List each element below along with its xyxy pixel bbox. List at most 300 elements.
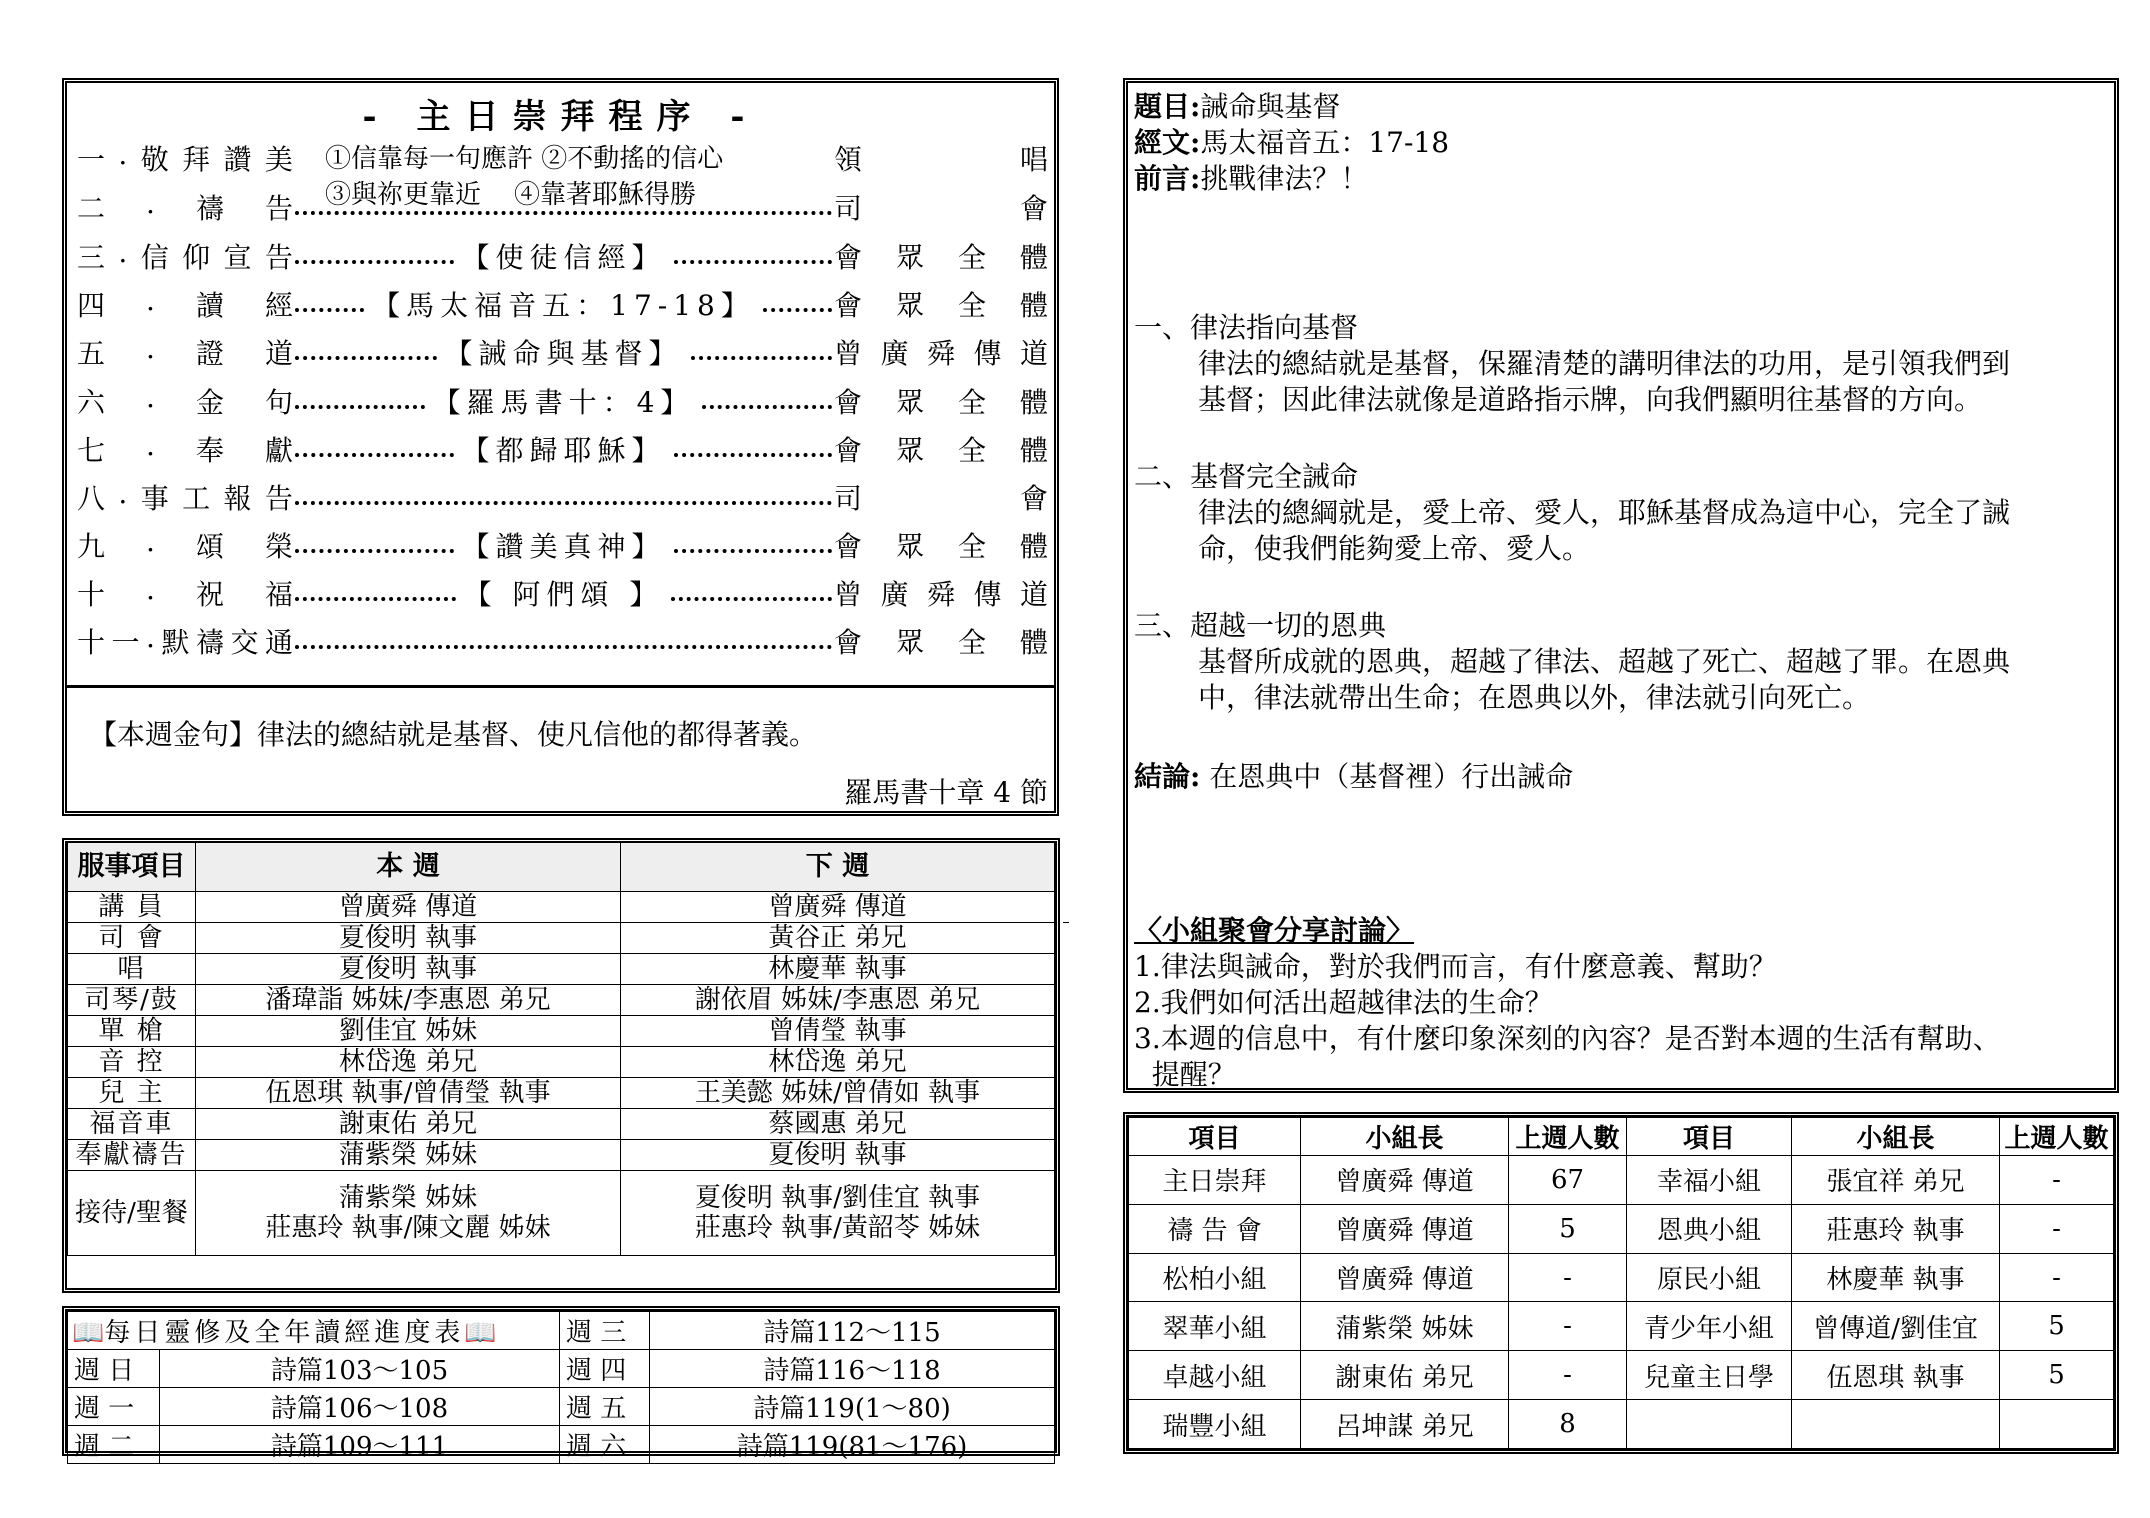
- char: 禱: [195, 192, 224, 225]
- reading-plan-table: [67, 1311, 1055, 1464]
- service-item: 講 員: [68, 892, 196, 923]
- char: 默: [161, 626, 190, 659]
- service-item: 兒 主: [68, 1078, 196, 1109]
- sermon-conclusion: [1134, 759, 1573, 795]
- program-item-leader: [834, 381, 1048, 421]
- sermon-topic-label: 題目:: [1134, 90, 1201, 123]
- program-item: [77, 427, 1048, 471]
- program-item: [77, 330, 1048, 374]
- char: 福: [264, 578, 293, 611]
- sermon-point-line: 基督所成就的恩典，超越了律法、超越了死亡、超越了罪。在恩典: [1198, 645, 2011, 678]
- char: 道: [264, 337, 293, 370]
- char: 交: [230, 626, 259, 659]
- char: 曾: [834, 578, 863, 611]
- service-this-week: 伍恩琪 執事/曾倩瑩 執事: [196, 1078, 621, 1109]
- discussion-question: 提醒？: [1134, 1058, 1236, 1091]
- leader-dots: [295, 597, 456, 601]
- service-assignee: 蒲紫榮 姊妹: [338, 1183, 478, 1213]
- program-item-label: [77, 187, 293, 227]
- book-icon: 📖: [72, 1318, 105, 1348]
- char: 美: [264, 143, 293, 176]
- service-table: [67, 843, 1055, 1256]
- char: 全: [957, 626, 986, 659]
- char: 體: [1019, 386, 1048, 419]
- char: 全: [957, 241, 986, 274]
- small-groups-table: [1128, 1117, 2114, 1449]
- sermon-scripture-value: 馬太福音五：17-18: [1200, 126, 1450, 159]
- reading-passage: 詩篇109～111: [160, 1426, 560, 1464]
- char: 體: [1019, 626, 1048, 659]
- program-item-content: 【羅馬書十：4】: [432, 386, 695, 419]
- service-row: [68, 892, 1055, 923]
- program-item-content: 【 阿們頌 】: [463, 578, 664, 611]
- char: 全: [957, 289, 986, 322]
- program-item-label: [77, 477, 293, 517]
- leader-dots: [674, 549, 833, 553]
- char: 榮: [264, 530, 293, 563]
- sermon-point-title: 一、律法指向基督: [1134, 311, 1359, 344]
- char: 宣: [223, 241, 252, 274]
- service-this-week: [196, 1171, 621, 1256]
- reading-passage: 詩篇103～105: [160, 1350, 560, 1388]
- service-row: [68, 923, 1055, 954]
- char: 全: [957, 434, 986, 467]
- leader-dots: [702, 405, 832, 409]
- program-item-leader: [834, 284, 1048, 324]
- service-this-week: 潘瑋詣 姊妹/李惠恩 弟兄: [196, 985, 621, 1016]
- service-item: 音 控: [68, 1047, 196, 1078]
- service-row: [68, 1171, 1055, 1256]
- leader-dots: [691, 356, 833, 360]
- char: 金: [195, 386, 224, 419]
- service-table-body: [68, 892, 1055, 1256]
- char: 廣: [880, 337, 909, 370]
- group-leader: 謝東佑 弟兄: [1301, 1351, 1509, 1400]
- char: 眾: [896, 241, 925, 274]
- sermon-topic: [1134, 89, 1340, 125]
- service-schedule-box: [62, 838, 1060, 1293]
- reading-day: 週 日: [68, 1350, 160, 1388]
- reading-plan-title-cell: [68, 1312, 560, 1350]
- char: 工: [182, 482, 211, 515]
- group-name: [1627, 1400, 1792, 1449]
- group-attendance: 5: [1509, 1204, 1627, 1253]
- book-icon: 📖: [464, 1318, 497, 1348]
- reading-plan-box: [62, 1306, 1060, 1462]
- small-groups-box: [1123, 1112, 2119, 1454]
- service-assignee: 莊惠玲 執事/陳文麗 姊妹: [265, 1213, 551, 1243]
- leader-dots: [674, 453, 833, 457]
- char: 傳: [973, 578, 1002, 611]
- leader-dots: [295, 405, 425, 409]
- char: .: [118, 236, 128, 269]
- char: .: [146, 525, 155, 558]
- char: 信: [140, 241, 169, 274]
- reading-day: 週 三: [560, 1312, 650, 1350]
- char: 全: [957, 530, 986, 563]
- discussion-question: 2.我們如何活出超越律法的生命？: [1134, 986, 1553, 1019]
- reading-passage: 詩篇112～115: [650, 1312, 1055, 1350]
- program-item-label: [77, 138, 293, 178]
- program-item-leader: [834, 573, 1048, 613]
- char: 四: [77, 289, 106, 322]
- sermon-conclusion-label: 結論:: [1134, 760, 1201, 793]
- group-name: 主日崇拜: [1129, 1156, 1301, 1205]
- char: 十: [77, 578, 106, 611]
- program-item-label: [77, 525, 293, 565]
- char: .: [146, 332, 155, 365]
- char: 眾: [896, 434, 925, 467]
- sermon-point-line: 基督；因此律法就像是道路指示牌，向我們顯明往基督的方向。: [1198, 383, 1983, 416]
- char: 告: [264, 482, 293, 515]
- program-item-label: [77, 332, 293, 372]
- service-item: 司 會: [68, 923, 196, 954]
- char: 仰: [182, 241, 211, 274]
- sermon-point-body: [1198, 644, 2106, 716]
- program-item-label: [77, 284, 293, 324]
- char: 會: [834, 626, 863, 659]
- program-item-leader: [834, 621, 1048, 661]
- service-row: [68, 1140, 1055, 1171]
- service-next-week: 林慶華 執事: [621, 954, 1055, 985]
- char: 會: [1019, 482, 1048, 515]
- sermon-intro-value: 挑戰律法？！: [1200, 162, 1369, 195]
- service-row: [68, 1047, 1055, 1078]
- leader-dots: [674, 260, 833, 264]
- leader-dots: [295, 549, 454, 553]
- char: 祝: [195, 578, 224, 611]
- leader-dots: [295, 501, 832, 505]
- program-item-content: 【讚美真神】: [461, 530, 666, 563]
- group-name: 禱 告 會: [1129, 1204, 1301, 1253]
- program-item-leader: [834, 429, 1048, 469]
- char: .: [146, 573, 155, 606]
- program-item-leader: [834, 477, 1048, 517]
- leader-dots: [295, 645, 832, 649]
- char: 眾: [895, 626, 924, 659]
- reading-passage: 詩篇106～108: [160, 1388, 560, 1426]
- char: 會: [834, 530, 863, 563]
- char: 事: [140, 482, 169, 515]
- program-item-leader: [834, 525, 1048, 565]
- worship-title: - 主日崇拜程序 -: [362, 97, 759, 137]
- group-name: 恩典小組: [1627, 1204, 1792, 1253]
- char: 舜: [926, 578, 955, 611]
- sermon-point-line: 中，律法就帶出生命；在恩典以外，律法就引向死亡。: [1198, 681, 1871, 714]
- group-row: [1129, 1253, 2114, 1302]
- char: 唱: [1019, 143, 1048, 176]
- group-row: [1129, 1156, 2114, 1205]
- char: 眾: [896, 386, 925, 419]
- groups-header-leader: 小組長: [1792, 1118, 2000, 1156]
- cut-mark: [1063, 922, 1069, 923]
- char: 頌: [195, 530, 224, 563]
- char: 報: [223, 482, 252, 515]
- group-name: 瑞豐小組: [1129, 1400, 1301, 1449]
- groups-table-body: [1129, 1156, 2114, 1449]
- char: 讚: [223, 143, 252, 176]
- char: 二: [77, 192, 106, 225]
- char: 一: [77, 143, 106, 176]
- service-item: 接待/聖餐: [68, 1171, 196, 1256]
- sermon-intro-label: 前言:: [1134, 162, 1201, 195]
- service-this-week: 曾廣舜 傳道: [196, 892, 621, 923]
- sermon-notes-box: [1123, 78, 2119, 1093]
- reading-passage: 詩篇119(81～176): [650, 1426, 1055, 1464]
- reading-plan-title: 每日靈修及全年讀經進度表: [104, 1318, 465, 1348]
- char: 舜: [926, 337, 955, 370]
- leader-dots: [295, 211, 832, 215]
- char: .: [146, 621, 155, 654]
- reading-day: 週 二: [68, 1426, 160, 1464]
- char: 廣: [880, 578, 909, 611]
- service-this-week: 蒲紫榮 姊妹: [196, 1140, 621, 1171]
- char: 眾: [896, 530, 925, 563]
- service-row: [68, 1109, 1055, 1140]
- char: 全: [957, 386, 986, 419]
- group-attendance: -: [2000, 1204, 2114, 1253]
- groups-header-row: [1129, 1118, 2114, 1156]
- groups-header-attendance: 上週人數: [2000, 1118, 2114, 1156]
- char: 體: [1019, 289, 1048, 322]
- char: 司: [834, 192, 863, 225]
- program-item-content: 【都歸耶穌】: [461, 434, 666, 467]
- program-item-label: [77, 236, 293, 276]
- char: 道: [1019, 337, 1048, 370]
- group-row: [1129, 1351, 2114, 1400]
- leader-dots: [671, 597, 832, 601]
- reading-day: 週 一: [68, 1388, 160, 1426]
- char: 會: [834, 434, 863, 467]
- group-attendance: 8: [1509, 1400, 1627, 1449]
- service-item: 福音車: [68, 1109, 196, 1140]
- group-leader: 伍恩琪 執事: [1792, 1351, 2000, 1400]
- service-next-week: 黃谷正 弟兄: [621, 923, 1055, 954]
- char: .: [118, 138, 128, 171]
- sermon-scripture: [1134, 125, 1449, 161]
- char: 領: [834, 143, 863, 176]
- leader-dots: [295, 260, 454, 264]
- group-name: 兒童主日學: [1627, 1351, 1792, 1400]
- service-row: [68, 985, 1055, 1016]
- weekly-verse: 【本週金句】律法的總結就是基督、使凡信他的都得著義。: [89, 718, 818, 751]
- char: 會: [834, 241, 863, 274]
- char: .: [146, 187, 155, 220]
- group-leader: 曾廣舜 傳道: [1301, 1204, 1509, 1253]
- group-leader: 曾廣舜 傳道: [1301, 1156, 1509, 1205]
- service-header-item: 服事項目: [68, 843, 196, 892]
- group-attendance: -: [1509, 1351, 1627, 1400]
- group-attendance: 5: [2000, 1302, 2114, 1351]
- program-item-leader: [834, 236, 1048, 276]
- char: .: [118, 477, 128, 510]
- program-item-leader: [834, 138, 1048, 178]
- program-item: [77, 475, 1048, 519]
- char: 敬: [140, 143, 169, 176]
- service-item: 唱: [68, 954, 196, 985]
- char: 五: [77, 337, 106, 370]
- program-item: [77, 379, 1048, 423]
- char: 奉: [195, 434, 224, 467]
- char: 讀: [195, 289, 224, 322]
- group-attendance: [2000, 1400, 2114, 1449]
- char: 道: [1019, 578, 1048, 611]
- service-item: 單 槍: [68, 1016, 196, 1047]
- program-item: [77, 571, 1048, 615]
- service-row: [68, 1078, 1055, 1109]
- char: 傳: [973, 337, 1002, 370]
- char: 會: [1019, 192, 1048, 225]
- char: 體: [1019, 530, 1048, 563]
- char: 六: [77, 386, 106, 419]
- discussion-question: 3.本週的信息中，有什麼印象深刻的內容？是否對本週的生活有幫助、: [1134, 1022, 2001, 1055]
- sermon-scripture-label: 經文:: [1134, 126, 1201, 159]
- group-attendance: 5: [2000, 1351, 2114, 1400]
- leader-dots: [763, 308, 832, 312]
- group-name: 松柏小組: [1129, 1253, 1301, 1302]
- service-item: 司琴/鼓: [68, 985, 196, 1016]
- service-next-week: 謝依眉 姊妹/李惠恩 弟兄: [621, 985, 1055, 1016]
- group-leader: 莊惠玲 執事: [1792, 1204, 2000, 1253]
- groups-header-item: 項目: [1129, 1118, 1301, 1156]
- char: 獻: [264, 434, 293, 467]
- group-row: [1129, 1204, 2114, 1253]
- group-attendance: -: [2000, 1253, 2114, 1302]
- sermon-point-line: 命，使我們能夠愛上帝、愛人。: [1198, 532, 1591, 565]
- group-name: 卓越小組: [1129, 1351, 1301, 1400]
- group-attendance: 67: [1509, 1156, 1627, 1205]
- service-header-this-week: 本 週: [196, 843, 621, 892]
- group-leader: 蒲紫榮 姊妹: [1301, 1302, 1509, 1351]
- char: 十: [77, 626, 106, 659]
- program-item-leader: [834, 332, 1048, 372]
- group-name: 翠華小組: [1129, 1302, 1301, 1351]
- char: 七: [77, 434, 106, 467]
- service-next-week: 夏俊明 執事: [621, 1140, 1055, 1171]
- program-item: [77, 282, 1048, 326]
- char: 告: [264, 241, 293, 274]
- sermon-point-line: 律法的總綱就是，愛上帝、愛人，耶穌基督成為這中心，完全了誡: [1198, 496, 2011, 529]
- song-options-line-2: ③與祢更靠近 ④靠著耶穌得勝: [325, 180, 697, 210]
- service-next-week: 曾倩瑩 執事: [621, 1016, 1055, 1047]
- char: 一: [111, 626, 140, 659]
- program-item: [77, 136, 1048, 180]
- sermon-point-body: [1198, 346, 2106, 418]
- discussion-title: 〈小組聚會分享討論〉: [1134, 914, 1415, 947]
- service-this-week: 夏俊明 執事: [196, 954, 621, 985]
- sermon-intro: [1134, 161, 1368, 197]
- reading-passage: 詩篇119(1～80): [650, 1388, 1055, 1426]
- group-name: 青少年小組: [1627, 1302, 1792, 1351]
- char: .: [146, 429, 155, 462]
- program-item-content: 【誡命與基督】: [444, 337, 683, 370]
- service-header-next-week: 下 週: [621, 843, 1055, 892]
- groups-header-item: 項目: [1627, 1118, 1792, 1156]
- groups-header-leader: 小組長: [1301, 1118, 1509, 1156]
- leader-dots: [295, 356, 437, 360]
- reading-day: 週 六: [560, 1426, 650, 1464]
- char: 經: [264, 289, 293, 322]
- group-row: [1129, 1400, 2114, 1449]
- service-next-week: 林岱逸 弟兄: [621, 1047, 1055, 1078]
- weekly-verse-reference: 羅馬書十章 4 節: [844, 776, 1048, 809]
- service-next-week: 王美懿 姊妹/曾倩如 執事: [621, 1078, 1055, 1109]
- sermon-topic-value: 誡命與基督: [1200, 90, 1341, 123]
- group-leader: 林慶華 執事: [1792, 1253, 2000, 1302]
- group-name: 原民小組: [1627, 1253, 1792, 1302]
- group-leader: 曾廣舜 傳道: [1301, 1253, 1509, 1302]
- char: 眾: [896, 289, 925, 322]
- char: 證: [195, 337, 224, 370]
- program-item-content: 【馬太福音五：17-18】: [372, 289, 755, 322]
- service-this-week: 林岱逸 弟兄: [196, 1047, 621, 1078]
- service-next-week: [621, 1171, 1055, 1256]
- char: 拜: [182, 143, 211, 176]
- leader-dots: [295, 308, 364, 312]
- service-row: [68, 954, 1055, 985]
- worship-order-box: [62, 78, 1059, 816]
- char: 八: [77, 482, 106, 515]
- char: 體: [1019, 241, 1048, 274]
- reading-day: 週 五: [560, 1388, 650, 1426]
- divider: [67, 685, 1054, 688]
- sermon-point-line: 律法的總結就是基督，保羅清楚的講明律法的功用，是引領我們到: [1198, 347, 2011, 380]
- program-item: [77, 234, 1048, 278]
- program-item-content: 【使徒信經】: [461, 241, 666, 274]
- group-attendance: -: [1509, 1253, 1627, 1302]
- program-item-label: [77, 573, 293, 613]
- service-next-week: 蔡國惠 弟兄: [621, 1109, 1055, 1140]
- char: 體: [1019, 434, 1048, 467]
- char: 九: [77, 530, 106, 563]
- service-this-week: 夏俊明 執事: [196, 923, 621, 954]
- char: 曾: [834, 337, 863, 370]
- service-this-week: 謝東佑 弟兄: [196, 1109, 621, 1140]
- service-assignee: 夏俊明 執事/劉佳宜 執事: [694, 1183, 981, 1213]
- group-leader: 曾傳道/劉佳宜: [1792, 1302, 2000, 1351]
- leader-dots: [295, 453, 454, 457]
- char: .: [146, 284, 155, 317]
- service-assignee: 莊惠玲 執事/黃韶苓 姊妹: [694, 1213, 981, 1243]
- group-attendance: -: [1509, 1302, 1627, 1351]
- char: 告: [264, 192, 293, 225]
- program-item: [77, 619, 1048, 663]
- char: 句: [264, 386, 293, 419]
- service-item: 奉獻禱告: [68, 1140, 196, 1171]
- sermon-conclusion-value: 在恩典中（基督裡）行出誡命: [1200, 760, 1574, 793]
- sermon-point-title: 三、超越一切的恩典: [1134, 609, 1387, 642]
- program-item: [77, 523, 1048, 567]
- group-leader: 呂坤謀 弟兄: [1301, 1400, 1509, 1449]
- program-item: [77, 185, 1048, 229]
- char: .: [146, 381, 155, 414]
- service-this-week: 劉佳宜 姊妹: [196, 1016, 621, 1047]
- song-options-line-1: ①信靠每一句應許 ②不動搖的信心: [325, 144, 724, 174]
- program-item-label: [77, 381, 293, 421]
- service-header-row: [68, 843, 1055, 892]
- group-attendance: -: [2000, 1156, 2114, 1205]
- groups-header-attendance: 上週人數: [1509, 1118, 1627, 1156]
- reading-day: 週 四: [560, 1350, 650, 1388]
- service-row: [68, 1016, 1055, 1047]
- reading-passage: 詩篇116～118: [650, 1350, 1055, 1388]
- program-item-label: [77, 429, 293, 469]
- group-row: [1129, 1302, 2114, 1351]
- sermon-point-title: 二、基督完全誡命: [1134, 460, 1359, 493]
- group-name: 幸福小組: [1627, 1156, 1792, 1205]
- char: 三: [77, 241, 106, 274]
- char: 通: [264, 626, 293, 659]
